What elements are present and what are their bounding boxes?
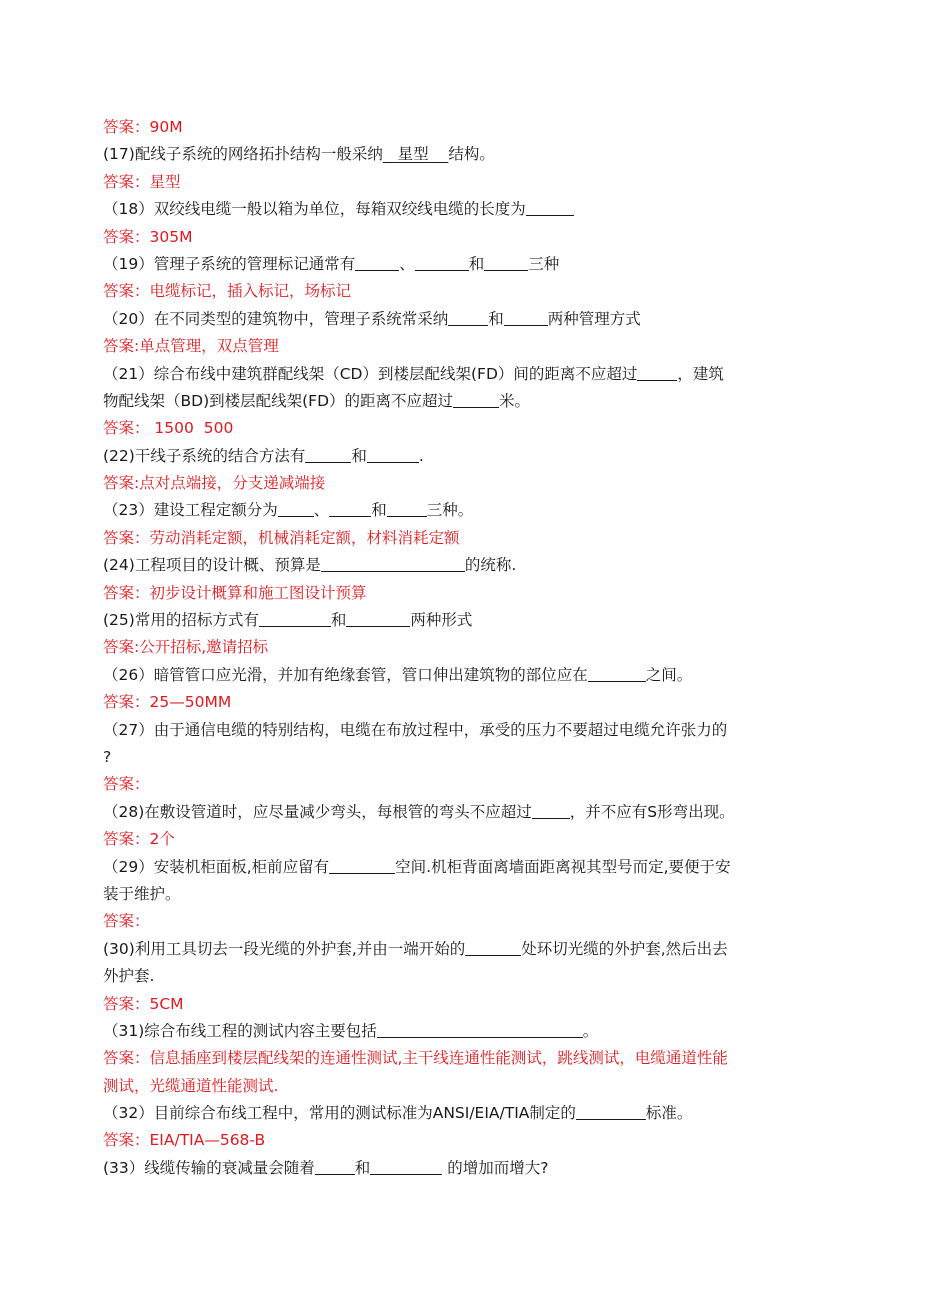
question-text: 的统称. [464,556,517,575]
answer-line: 答案： [103,775,150,794]
answer-line: 答案:公开招标,邀请招标 [103,638,269,657]
question-text: 和 [354,1158,371,1177]
question-text: 结构。 [448,145,495,164]
answer-line: 答案：305M [103,227,193,246]
answer-line: 答案：信息插座到楼层配线架的连通性测试,主干线连通性能测试，跳线测试，电缆通道性能 [103,1049,728,1068]
question-text: 物配线架（BD)到楼层配线架(FD）的距离不应超过 [103,391,454,410]
question-text: （19）管理子系统的管理标记通常有 [103,254,356,273]
question-text: （18）双绞线电缆一般以箱为单位，每箱双绞线电缆的长度为 [103,200,526,219]
fill-blank [465,938,521,956]
question-32 [103,1100,853,1127]
fill-blank [355,253,399,271]
question-text: 和 [351,446,367,465]
answer-line: 答案：25—50MM [103,693,232,712]
fill-blank [315,1157,355,1175]
question-text: （26）暗管管口应光滑，并加有绝缘套管，管口伸出建筑物的部位应在 [103,665,588,684]
question-text: (24)工程项目的设计概、预算是 [103,556,321,575]
question-text: 标准。 [645,1104,693,1123]
question-17 [103,141,853,168]
fill-blank [377,1020,583,1038]
fill-blank [259,609,331,627]
fill-blank [532,801,570,819]
answer-line: 测试，光缆通道性能测试. [103,1076,279,1095]
question-text: （29）安装机柜面板,柜前应留有 [103,857,330,876]
document-page [103,114,853,1182]
question-text: 空间.机柜背面离墙面距离视其型号而定,要便于安 [395,857,731,876]
question-text: （27）由于通信电缆的特别结构，电缆在布放过程中，承受的压力不要超过电缆允许张力的 [103,720,728,739]
answer-line: 答案： [103,912,150,931]
fill-blank [329,856,395,874]
answer-line: 答案：90M [103,118,183,136]
fill-blank [278,499,314,517]
question-29-cont [103,881,853,908]
fill-blank [484,253,528,271]
question-text: 装于维护。 [103,884,181,903]
question-21-cont [103,388,853,415]
question-text: 三种 [528,254,560,273]
fill-blank [387,499,427,517]
fill-blank [576,1102,646,1120]
question-text: (25)常用的招标方式有 [103,611,259,630]
question-30-cont [103,963,853,990]
question-23 [103,497,853,524]
answer-line: 答案：2个 [103,830,175,849]
question-28 [103,799,853,826]
question-text: 的增加而增大? [442,1158,549,1177]
question-text: ，并不应有S形弯出现。 [569,802,735,821]
question-text: (17)配线子系统的网络拓扑结构一般采纳 [103,145,383,164]
question-text: (30)利用工具切去一段光缆的外护套,并由一端开始的 [103,939,466,958]
fill-blank [526,198,574,216]
question-text: ? [103,747,112,766]
fill-blank [329,499,371,517]
answer-line: 答案:点对点端接，分支递减端接 [103,474,326,493]
question-text: 外护套. [103,967,155,986]
question-text: 三种。 [426,501,474,520]
question-22 [103,443,853,470]
question-20 [103,306,853,333]
question-24 [103,552,853,579]
answer-line: 答案： 1500 500 [103,419,234,438]
fill-blank [321,554,465,572]
question-text: （20）在不同类型的建筑物中，管理子系统常采纳 [103,309,449,328]
question-text: （23）建设工程定额分为 [103,501,278,520]
question-text: 、 [399,254,415,273]
question-text: 米。 [499,391,531,410]
question-33 [103,1155,853,1182]
answer-line: 答案：5CM [103,994,184,1013]
question-text: （31)综合布线工程的测试内容主要包括 [103,1021,377,1040]
question-text: 和 [468,254,485,273]
question-21 [103,361,853,388]
question-text: 两种管理方式 [547,309,641,328]
fill-blank [588,664,646,682]
answer-line: 答案：EIA/TIA—568-B [103,1131,266,1150]
fill-blank [448,308,488,326]
question-19 [103,251,853,278]
question-text: （28)在敷设管道时，应尽量减少弯头，每根管的弯头不应超过 [103,802,532,821]
fill-blank [415,253,469,271]
question-text: 之间。 [645,665,693,684]
question-26 [103,662,853,689]
fill-blank [453,390,499,408]
question-31 [103,1018,853,1045]
fill-blank [305,445,351,463]
question-25 [103,607,853,634]
question-27 [103,717,853,744]
question-text: 两种形式 [410,611,473,630]
fill-blank [367,445,419,463]
answer-line: 答案:单点管理，双点管理 [103,337,279,356]
question-30 [103,936,853,963]
answer-line: 答案：劳动消耗定额，机械消耗定额，材料消耗定额 [103,528,460,547]
question-text: 和 [330,611,347,630]
question-text: (22)干线子系统的结合方法有 [103,446,306,465]
answer-line: 答案：电缆标记，插入标记，场标记 [103,282,352,301]
filled-blank: 星型 [397,145,429,164]
question-text: （21）综合布线中建筑群配线架（CD）到楼层配线架(FD）间的距离不应超过 [103,364,638,383]
question-text: 和 [371,501,387,520]
question-text: 、 [313,501,330,520]
question-text: ，建筑 [677,364,724,383]
fill-blank [370,1157,442,1175]
answer-line: 答案：初步设计概算和施工图设计预算 [103,583,367,602]
fill-blank [504,308,548,326]
answer-line: 答案：星型 [103,172,181,191]
question-29 [103,854,853,881]
question-text: 处环切光缆的外护套,然后出去 [521,939,728,958]
fill-blank [346,609,410,627]
question-18 [103,196,853,223]
question-text: . [418,446,424,465]
question-text: (33）线缆传输的衰减量会随着 [103,1158,315,1177]
fill-blank [637,363,677,381]
question-text: 。 [582,1021,599,1040]
question-text: 和 [488,309,504,328]
question-text: （32）目前综合布线工程中，常用的测试标准为ANSI/EIA/TIA制定的 [103,1104,576,1123]
question-27-cont [103,744,853,771]
